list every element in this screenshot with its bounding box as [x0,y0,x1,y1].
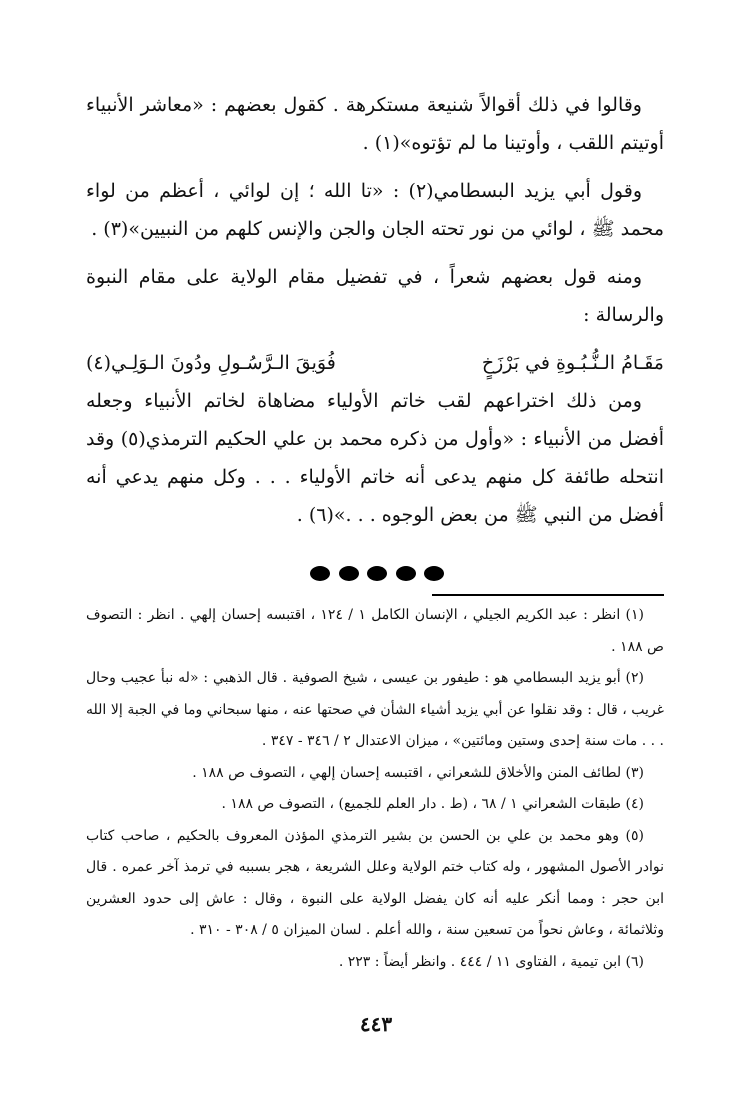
main-text [86,86,664,534]
footnote-6: (٦) ابن تيمية ، الفتاوى ١١ / ٤٤٤ . وانظر أيضاً : ٢٢٣ . [338,953,644,970]
page-number: ٤٤٣ [359,1012,393,1036]
paragraph-4: ومن ذلك اختراعهم لقب خاتم الأولياء مضاهاة لخاتم الأنبياء وجعله أفضل من الأنبياء : «وأول من ذكره محمد بن علي الحكيم الترمذي(٥) وقد انتحله طائفة كل منهم يدعى أنه خاتم الأولياء . . . وكل منهم يدعي أنه أفضل من النبي ﷺ من بعض الوجوه . . .»(٦) . [86,390,664,526]
paragraph-2: وقول أبي يزيد البسطامي(٢) : «تا الله ؛ إن لوائي ، أعظم من لواء محمد ﷺ ، لوائي من نور تحته الجان والجن والإنس كلهم من النبيين»(٣) . [86,180,664,240]
footnote-5: (٥) وهو محمد بن علي بن الحسن بن بشير الترمذي المؤذن المعروف بالحكيم ، صاحب كتاب نوادر الأصول المشهور ، وله كتاب ختم الولاية وعلل الشريعة ، هجر بسببه في ترمذ آخر عمره . قال ابن حجر : ومما أنكر عليه أنه كان يفضل الولاية على النبوة ، وقال : عاش إلى حدود العشرين وثلاثمائة ، وعاش نحواً من تسعين سنة ، والله أعلم . لسان الميزان ٥ / ٣٠٨ - ٣١٠ . [86,827,664,938]
poem-first-half: مَقَـامُ الـنُّـبُـوةِ في بَرْزَخٍ [481,352,664,374]
separator-dot [396,566,416,581]
footnote-4: (٤) طبقات الشعراني ١ / ٦٨ ، (ط . دار العلم للجميع) ، التصوف ص ١٨٨ . [221,796,644,812]
footnotes [86,600,664,978]
separator-dot [367,566,387,581]
poem-second-half: فُوَيقَ الـرَّسُـولِ ودُونَ الـوَلِـي(٤) [86,352,336,374]
footnote-3: (٣) لطائف المنن والأخلاق للشعراني ، اقتبسه إحسان إلهي ، التصوف ص ١٨٨ . [192,764,644,781]
paragraph-3: ومنه قول بعضهم شعراً ، في تفضيل مقام الولاية على مقام النبوة والرسالة : [86,266,664,326]
separator-dot [310,566,330,581]
paragraph-1: وقالوا في ذلك أقوالاً شنيعة مستكرهة . كقول بعضهم : «معاشر الأنبياء أوتيتم اللقب ، وأوتينا ما لم تؤتوه»(١) . [86,94,664,154]
separator-dot [339,566,359,581]
footnote-rule [432,594,664,596]
footnote-1: (١) انظر : عبد الكريم الجيلي ، الإنسان الكامل ١ / ١٢٤ ، اقتبسه إحسان إلهي . انظر : التصوف ص ١٨٨ . [86,607,664,655]
section-separator [310,563,444,583]
separator-dot [424,566,444,581]
poem-verse [86,344,664,382]
footnote-2: (٢) أبو يزيد البسطامي هو : طيفور بن عيسى ، شيخ الصوفية . قال الذهبي : «له نبأ عجيب وحال غريب ، قال : وقد نقلوا عن أبي يزيد أشياء الشأن في صحتها عنه ، منها سبحاني وما في الجبة إلا الله . . . مات سنة إحدى وستين ومائتين» ، ميزان الاعتدال ٢ / ٣٤٦ - ٣٤٧ . [86,670,664,749]
